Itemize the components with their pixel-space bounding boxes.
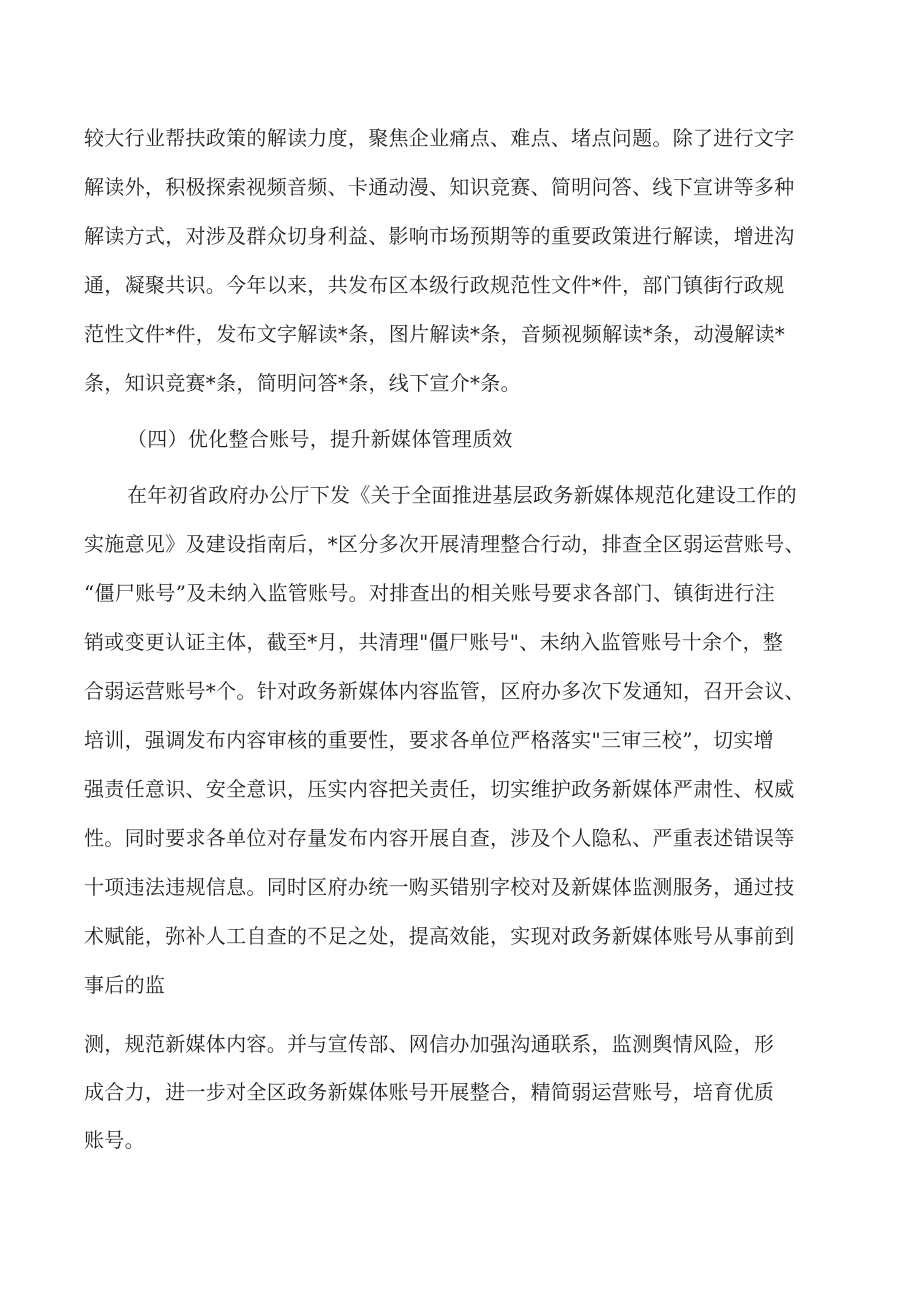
paragraph-line: 成合力，进一步对全区政务新媒体账号开展整合，精简弱运营账号，培育优质: [84, 1080, 775, 1104]
paragraph-line: 十项违法违规信息。同时区府办统一购买错别字校对及新媒体监测服务，通过技: [84, 875, 795, 899]
paragraph-line: 性。同时要求各单位对存量发布内容开展自查，涉及个人隐私、严重表述错误等: [84, 826, 795, 850]
paragraph-line: 在年初省政府办公厅下发《关于全面推进基层政务新媒体规范化建设工作的: [127, 483, 797, 507]
paragraph-line: 范性文件*件，发布文字解读*条，图片解读*条，音频视频解读*条，动漫解读*: [84, 322, 786, 346]
paragraph-line: 条，知识竞赛*条，简明问答*条，线下宣介*条。: [84, 371, 521, 395]
paragraph-line: 测，规范新媒体内容。并与宣传部、网信办加强沟通联系，监测舆情风险，形: [84, 1032, 775, 1056]
paragraph-line: 解读外，积极探索视频音频、卡通动漫、知识竞赛、简明问答、线下宣讲等多种: [84, 175, 795, 199]
paragraph-line: 较大行业帮扶政策的解读力度，聚焦企业痛点、难点、堵点问题。除了进行文字: [84, 126, 795, 150]
paragraph-line: 销或变更认证主体，截至*月，共清理"僵尸账号"、未纳入监管账号十余个，整: [84, 630, 784, 654]
paragraph-line: 实施意见》及建设指南后，*区分多次开展清理整合行动，排查全区弱运营账号、: [84, 532, 805, 556]
section-heading: （四）优化整合账号，提升新媒体管理质效: [127, 427, 513, 451]
paragraph-line: “僵尸账号”及未纳入监管账号。对排查出的相关账号要求各部门、镇街进行注: [84, 581, 775, 605]
paragraph-line: 事后的监: [84, 973, 166, 997]
paragraph-line: 通，凝聚共识。今年以来，共发布区本级行政规范性文件*件，部门镇街行政规: [84, 273, 785, 297]
paragraph-line: 强责任意识、安全意识，压实内容把关责任，切实维护政务新媒体严肃性、权威: [84, 777, 795, 801]
paragraph-line: 账号。: [84, 1128, 145, 1152]
paragraph-line: 培训，强调发布内容审核的重要性，要求各单位严格落实"三审三校”，切实增: [84, 728, 774, 752]
paragraph-line: 合弱运营账号*个。针对政务新媒体内容监管，区府办多次下发通知，召开会议、: [84, 679, 805, 703]
paragraph-line: 解读方式，对涉及群众切身利益、影响市场预期等的重要政策进行解读，增进沟: [84, 224, 795, 248]
paragraph-line: 术赋能，弥补人工自查的不足之处，提高效能，实现对政务新媒体账号从事前到: [84, 924, 795, 948]
